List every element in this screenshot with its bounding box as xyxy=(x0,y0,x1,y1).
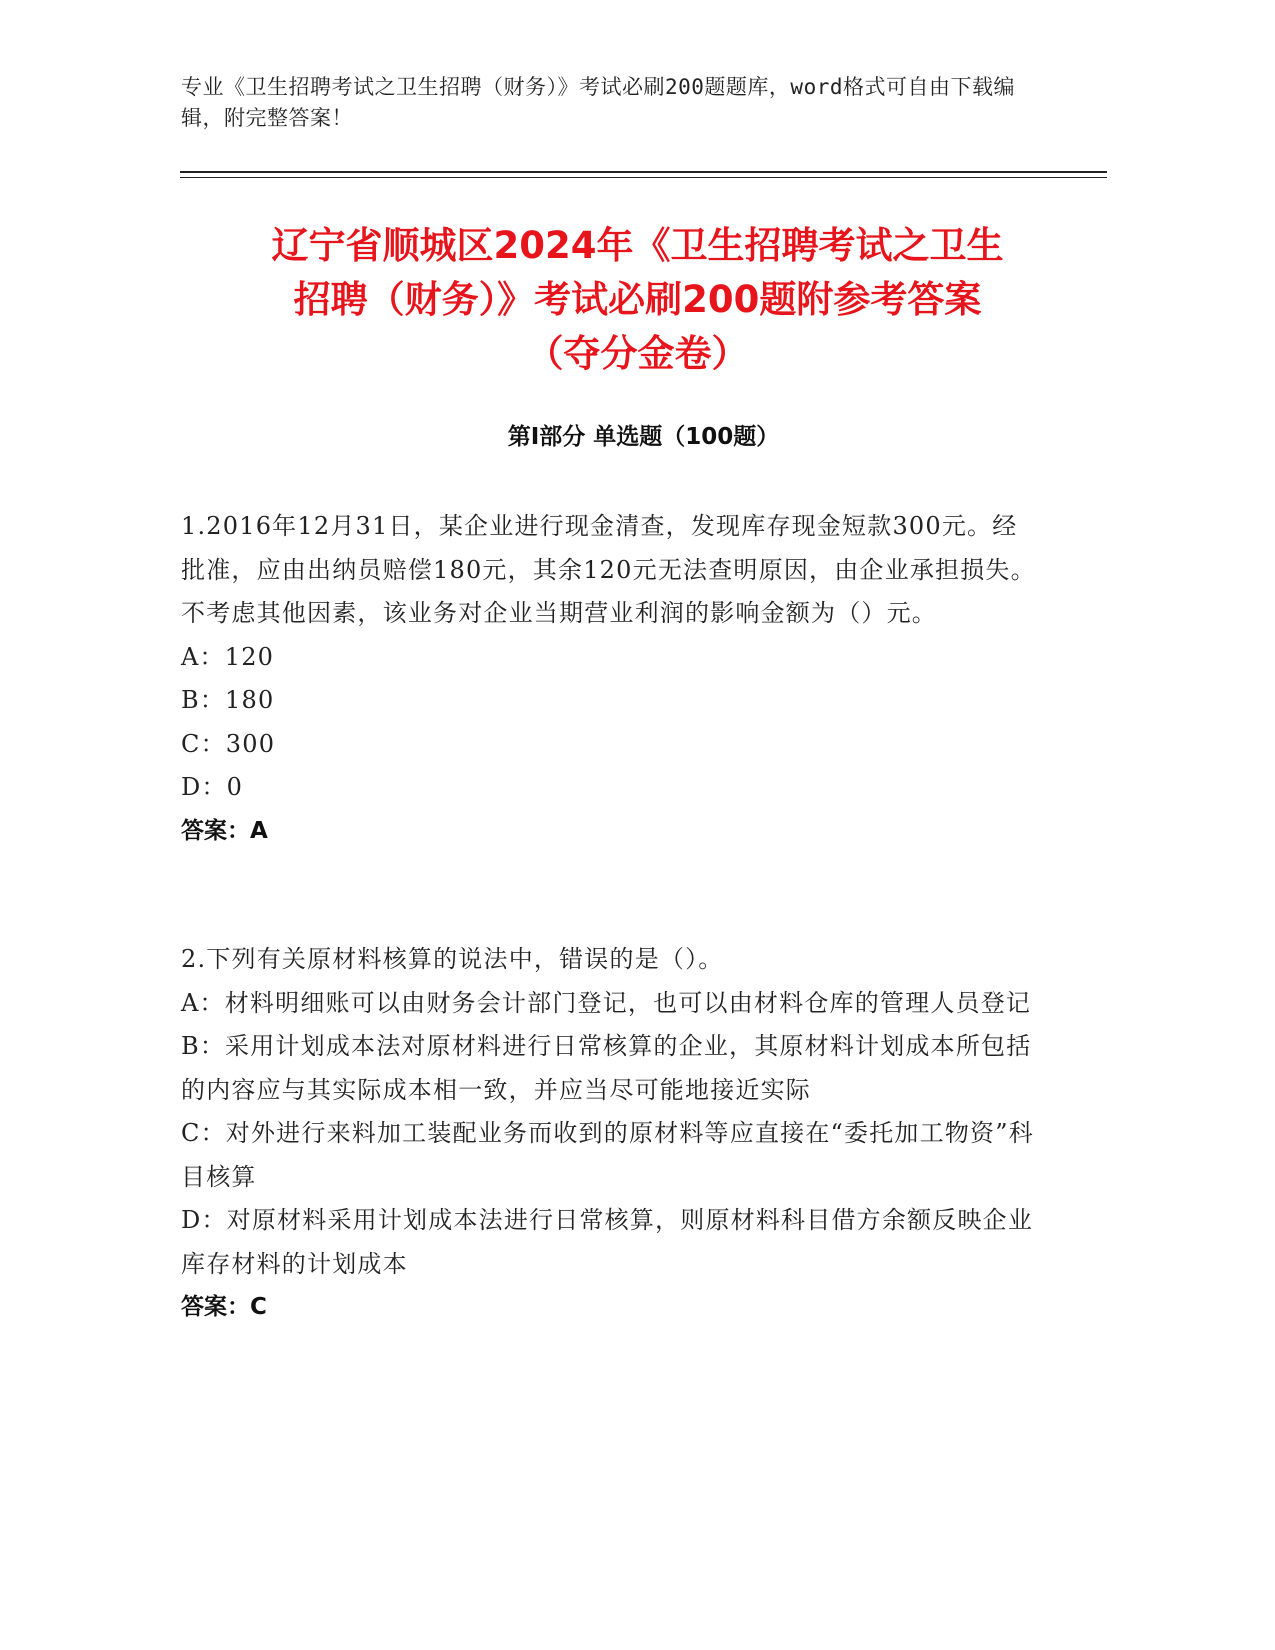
question-stem: 2.下列有关原材料核算的说法中，错误的是（）。 xyxy=(181,945,724,973)
option-a: A：材料明细账可以由财务会计部门登记，也可以由材料仓库的管理人员登记 xyxy=(181,988,1032,1017)
header-rule-thin xyxy=(180,177,1107,178)
question-2 xyxy=(181,938,1041,1330)
option-c: C：对外进行来料加工装配业务而收到的原材料等应直接在“委托加工物资”科目核算 xyxy=(181,1119,1034,1191)
question-stem: 1.2016年12月31日，某企业进行现金清查，发现库存现金短款300元。经批准，应由出纳员赔偿180元，其余120元无法查明原因，由企业承担损失。不考虑其他因素，该业务对企业当期营业利润的影响金额为（）元。 xyxy=(181,512,1036,627)
option-b: B：采用计划成本法对原材料进行日常核算的企业，其原材料计划成本所包括的内容应与其实际成本相一致，并应当尽可能地接近实际 xyxy=(181,1032,1032,1104)
section-heading: 第Ⅰ部分 单选题（100题） xyxy=(507,424,780,450)
option-d: D：对原材料采用计划成本法进行日常核算，则原材料科目借方余额反映企业库存材料的计划成本 xyxy=(181,1206,1034,1278)
option-a: A：120 xyxy=(181,642,275,671)
title-line-2: 招聘（财务）》考试必刷200题附参考答案 xyxy=(293,278,982,321)
title-line-3: （夺分金卷） xyxy=(526,332,749,375)
document-title xyxy=(160,219,1115,381)
header-rule-thick xyxy=(180,171,1107,173)
option-c: C：300 xyxy=(181,729,276,758)
answer-line: 答案：C xyxy=(181,1294,267,1320)
option-b: B：180 xyxy=(181,686,275,714)
title-line-1: 辽宁省顺城区2024年《卫生招聘考试之卫生 xyxy=(271,224,1004,267)
header-note: 专业《卫生招聘考试之卫生招聘（财务）》考试必刷200题题库，word格式可自由下载编辑，附完整答案！ xyxy=(181,75,1015,130)
question-1 xyxy=(181,505,1041,853)
answer-line: 答案：A xyxy=(181,817,268,844)
option-d: D：0 xyxy=(181,773,244,801)
